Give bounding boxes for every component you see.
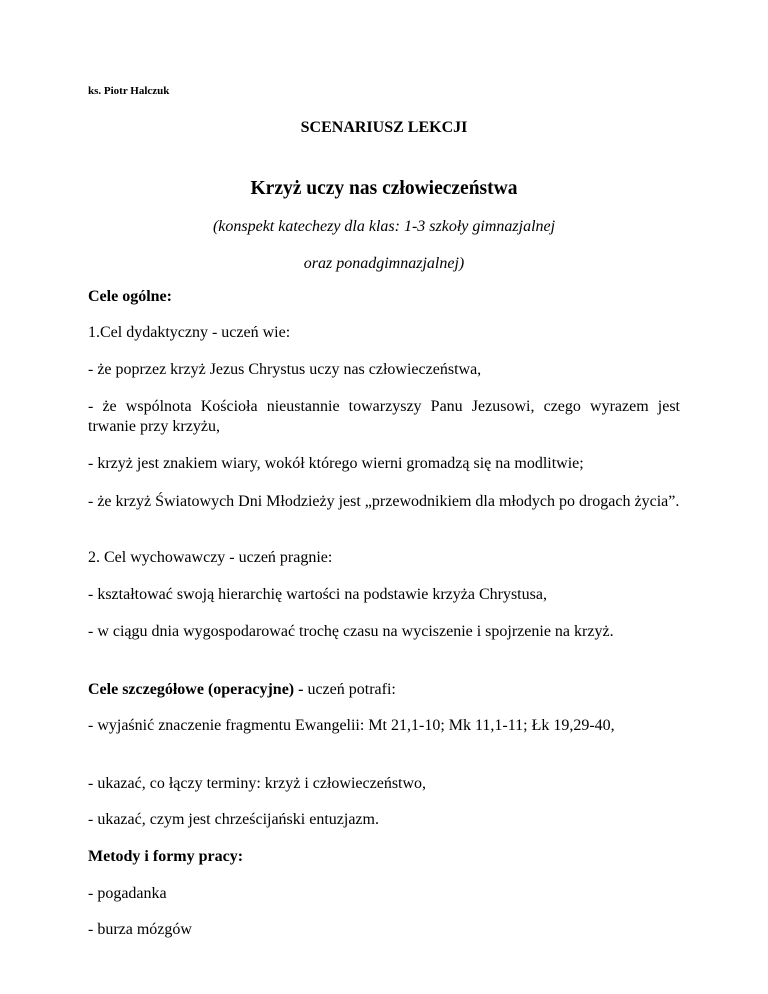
specific-goals-heading-bold: Cele szczegółowe (operacyjne) - bbox=[88, 681, 304, 698]
author-name: ks. Piotr Halczuk bbox=[88, 85, 170, 97]
didactic-goal-item: - że wspólnota Kościoła nieustannie towarzyszy Panu Jezusowi, czego wyrazem jest trwanie przy krzyżu, bbox=[88, 398, 680, 435]
specific-goals-heading bbox=[88, 680, 680, 700]
educational-goal-heading: 2. Cel wychowawczy - uczeń pragnie: bbox=[88, 549, 333, 566]
didactic-goal-item: - krzyż jest znakiem wiary, wokół którego wierni gromadzą się na modlitwie; bbox=[88, 455, 584, 472]
specific-goals-heading-rest: uczeń potrafi: bbox=[303, 681, 396, 698]
method-item: - burza mózgów bbox=[88, 921, 192, 938]
didactic-goal-item: - że krzyż Światowych Dni Młodzieży jest „przewodnikiem dla młodych po drogach życia”. bbox=[88, 493, 680, 510]
specific-goal-item: - ukazać, czym jest chrześcijański entuzjazm. bbox=[88, 811, 379, 828]
educational-goal-item: - w ciągu dnia wygospodarować trochę czasu na wyciszenie i spojrzenie na krzyż. bbox=[88, 623, 614, 640]
subtitle-line-2: oraz ponadgimnazjalnej) bbox=[303, 255, 465, 272]
didactic-goal-item: - że poprzez krzyż Jezus Chrystus uczy nas człowieczeństwa, bbox=[88, 361, 482, 378]
specific-goal-item: - wyjaśnić znaczenie fragmentu Ewangelii: Mt 21,1-10; Mk 11,1-11; Łk 19,29-40, bbox=[88, 717, 615, 734]
methods-heading: Metody i formy pracy: bbox=[88, 848, 244, 865]
document-type-heading: SCENARIUSZ LEKCJI bbox=[300, 119, 468, 136]
didactic-goal-heading: 1.Cel dydaktyczny - uczeń wie: bbox=[88, 324, 291, 341]
general-goals-heading: Cele ogólne: bbox=[88, 288, 172, 305]
method-item: - pogadanka bbox=[88, 885, 167, 902]
specific-goal-item: - ukazać, co łączy terminy: krzyż i człowieczeństwo, bbox=[88, 775, 427, 792]
lesson-title: Krzyż uczy nas człowieczeństwa bbox=[250, 178, 518, 199]
educational-goal-item: - kształtować swoją hierarchię wartości na podstawie krzyża Chrystusa, bbox=[88, 586, 547, 603]
subtitle-line-1: (konspekt katechezy dla klas: 1-3 szkoły gimnazjalnej bbox=[212, 218, 556, 235]
